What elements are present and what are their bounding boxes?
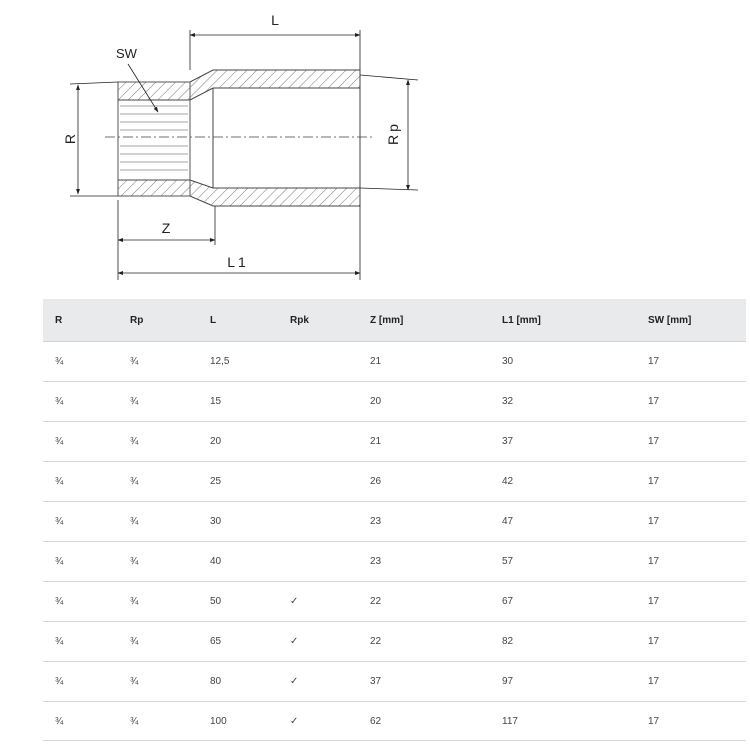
cell-rpk: ✓ [278, 582, 358, 622]
cell-l1: 32 [490, 382, 636, 422]
cell-z: 21 [358, 342, 490, 382]
label-l: L [271, 12, 279, 28]
cell-l1: 57 [490, 542, 636, 582]
cell-l1: 82 [490, 622, 636, 662]
cell-z: 21 [358, 422, 490, 462]
cell-r: ¾ [43, 462, 118, 502]
cell-rpk [278, 462, 358, 502]
cell-sw: 17 [636, 542, 746, 582]
cell-sw: 17 [636, 422, 746, 462]
table-row [43, 702, 746, 741]
table-row [43, 502, 746, 542]
cell-r: ¾ [43, 662, 118, 702]
col-header-r: R [43, 299, 118, 342]
label-l1: L1 [227, 254, 249, 270]
cell-z: 20 [358, 382, 490, 422]
label-r: R [62, 133, 78, 145]
cell-r: ¾ [43, 502, 118, 542]
table-row [43, 382, 746, 422]
label-sw: SW [116, 46, 137, 61]
cell-rpk [278, 542, 358, 582]
cell-rp: ¾ [118, 542, 198, 582]
fitting-dimension-drawing [0, 0, 750, 295]
label-rp: Rp [385, 121, 401, 145]
cell-l1: 42 [490, 462, 636, 502]
table-header-row [43, 299, 746, 342]
cell-r: ¾ [43, 382, 118, 422]
cell-rp: ¾ [118, 342, 198, 382]
cell-sw: 17 [636, 662, 746, 702]
cell-z: 23 [358, 542, 490, 582]
cell-r: ¾ [43, 622, 118, 662]
cell-l: 20 [198, 422, 278, 462]
table-body [43, 342, 746, 741]
dimension-lines [70, 30, 418, 280]
cell-z: 22 [358, 622, 490, 662]
cell-r: ¾ [43, 702, 118, 741]
cell-rpk: ✓ [278, 662, 358, 702]
cell-l: 30 [198, 502, 278, 542]
table-row [43, 622, 746, 662]
cell-l: 100 [198, 702, 278, 741]
cell-z: 22 [358, 582, 490, 622]
cell-l: 50 [198, 582, 278, 622]
cell-rpk [278, 342, 358, 382]
table-row [43, 342, 746, 382]
cell-sw: 17 [636, 582, 746, 622]
cell-rpk: ✓ [278, 702, 358, 741]
col-header-l1: L1 [mm] [490, 299, 636, 342]
cell-rpk [278, 422, 358, 462]
thread-lines [120, 106, 188, 170]
cell-rpk [278, 502, 358, 542]
cell-rp: ¾ [118, 382, 198, 422]
cell-rpk [278, 382, 358, 422]
cell-sw: 17 [636, 462, 746, 502]
cell-l: 25 [198, 462, 278, 502]
table-row [43, 462, 746, 502]
table-row [43, 582, 746, 622]
cell-sw: 17 [636, 702, 746, 741]
cell-l1: 67 [490, 582, 636, 622]
col-header-sw: SW [mm] [636, 299, 746, 342]
col-header-rpk: Rpk [278, 299, 358, 342]
cell-rp: ¾ [118, 422, 198, 462]
cell-sw: 17 [636, 382, 746, 422]
col-header-rp: Rp [118, 299, 198, 342]
cell-rpk: ✓ [278, 622, 358, 662]
cell-l: 12,5 [198, 342, 278, 382]
table-row [43, 662, 746, 702]
cell-l1: 117 [490, 702, 636, 741]
col-header-z: Z [mm] [358, 299, 490, 342]
cell-z: 23 [358, 502, 490, 542]
cell-r: ¾ [43, 422, 118, 462]
cell-l1: 47 [490, 502, 636, 542]
cell-r: ¾ [43, 342, 118, 382]
cell-l: 40 [198, 542, 278, 582]
cell-sw: 17 [636, 342, 746, 382]
cell-rp: ¾ [118, 662, 198, 702]
cell-rp: ¾ [118, 462, 198, 502]
dimensions-table [43, 299, 746, 741]
cell-rp: ¾ [118, 582, 198, 622]
cell-z: 26 [358, 462, 490, 502]
cell-l: 80 [198, 662, 278, 702]
cell-rp: ¾ [118, 502, 198, 542]
col-header-l: L [198, 299, 278, 342]
cell-sw: 17 [636, 622, 746, 662]
cell-rp: ¾ [118, 622, 198, 662]
cell-l: 15 [198, 382, 278, 422]
fitting-body [105, 70, 375, 206]
table-row [43, 422, 746, 462]
cell-z: 37 [358, 662, 490, 702]
cell-l1: 97 [490, 662, 636, 702]
cell-r: ¾ [43, 582, 118, 622]
cell-sw: 17 [636, 502, 746, 542]
cell-l1: 37 [490, 422, 636, 462]
table-row [43, 542, 746, 582]
cell-z: 62 [358, 702, 490, 741]
cell-l: 65 [198, 622, 278, 662]
cell-r: ¾ [43, 542, 118, 582]
cell-l1: 30 [490, 342, 636, 382]
cell-rp: ¾ [118, 702, 198, 741]
label-z: Z [161, 220, 171, 236]
